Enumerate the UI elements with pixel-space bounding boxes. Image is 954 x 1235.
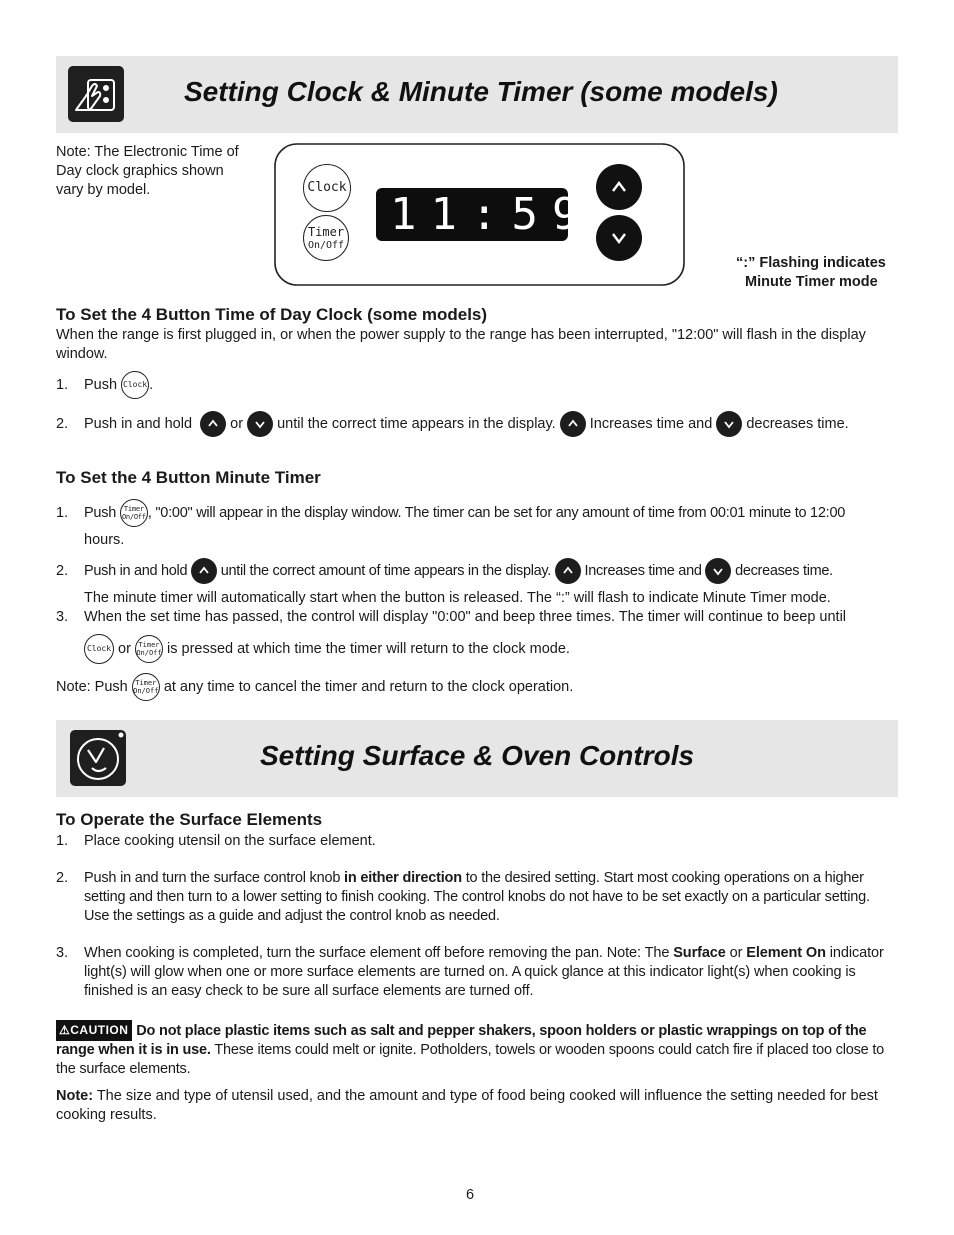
surface-step-3 bbox=[84, 944, 898, 1001]
step-text: Push in and turn the surface control knob bbox=[84, 870, 345, 886]
step-emphasis: in either direction bbox=[344, 870, 462, 886]
hand-pressing-button-icon bbox=[68, 66, 124, 122]
section-banner-clock bbox=[56, 56, 898, 133]
step-text: Increases time and bbox=[589, 416, 713, 432]
timer-step-1-cont: hours. bbox=[84, 532, 125, 548]
page-number: 6 bbox=[466, 1187, 475, 1203]
down-arrow-icon bbox=[247, 411, 273, 437]
timer-button[interactable] bbox=[303, 215, 349, 261]
note-text: Note: Push bbox=[56, 679, 128, 695]
display-note: Note: The Electronic Time of Day clock graphics shown vary by model. bbox=[56, 144, 239, 198]
step-text: or bbox=[230, 416, 244, 432]
up-arrow-icon bbox=[555, 558, 581, 584]
step-text: Push in and hold bbox=[84, 563, 188, 579]
final-note bbox=[56, 1087, 900, 1125]
timer-button-icon: Timer On/Off bbox=[132, 673, 160, 701]
timer-step-3-cont bbox=[84, 634, 570, 664]
caution-paragraph bbox=[56, 1020, 900, 1079]
down-arrow-icon bbox=[705, 558, 731, 584]
step-number: 1. bbox=[56, 377, 69, 393]
surface-step-1: Place cooking utensil on the surface element. bbox=[84, 833, 376, 849]
step-text: until the correct time appears in the display. bbox=[277, 416, 556, 432]
step-text: , "0:00" will appear in the display window. The timer can be set for any amount of time from 00:01 minute to 12:00 bbox=[147, 505, 846, 521]
clock-button-icon: Clock bbox=[84, 634, 114, 664]
caution-text: These items could melt or ignite. Potholders, towels or wooden spoons could catch fire if placed too close to the surface elements. bbox=[56, 1042, 885, 1077]
step-text: indicator light(s) will glow when one or more surface elements are turned on. A quick glance at this indicator light(s) when cooking is finished is an easy check to be sure all surface elements are turned off. bbox=[84, 945, 884, 999]
surface-step-2 bbox=[84, 869, 898, 926]
final-note-text: The size and type of utensil used, and the amount and type of food being cooked will influence the setting needed for best cooking results. bbox=[56, 1088, 878, 1123]
clock-step-1 bbox=[84, 371, 153, 399]
step-emphasis: Element On bbox=[746, 945, 826, 961]
clock-button-label: Clock bbox=[307, 180, 347, 195]
section-banner-controls bbox=[56, 720, 898, 797]
clock-display: 11:59 bbox=[390, 189, 593, 240]
final-note-label: Note: bbox=[56, 1088, 94, 1104]
step-text: is pressed at which time the timer will return to the clock mode. bbox=[167, 640, 570, 657]
clock-section-heading: To Set the 4 Button Time of Day Clock (some models) bbox=[56, 305, 488, 324]
step-text: decreases time. bbox=[735, 563, 833, 579]
step-text: until the correct amount of time appears in the display. bbox=[220, 563, 552, 579]
down-arrow-button[interactable] bbox=[596, 215, 642, 261]
surface-section-heading: To Operate the Surface Elements bbox=[56, 810, 323, 829]
step-number: 2. bbox=[56, 416, 69, 432]
clock-button[interactable] bbox=[303, 164, 351, 212]
step-emphasis: Surface bbox=[673, 945, 726, 961]
timer-step-3: When the set time has passed, the control will display "0:00" and beep three times. The timer will continue to beep until bbox=[84, 609, 847, 625]
timer-step-2-cont: The minute timer will automatically start when the button is released. The “:” will flash to indicate Minute Timer mode. bbox=[84, 590, 831, 606]
section-title: Setting Surface & Oven Controls bbox=[260, 740, 695, 771]
timer-button-icon: Timer On/Off bbox=[120, 499, 148, 527]
step-text: Increases time and bbox=[584, 563, 702, 579]
step-text: or bbox=[118, 640, 131, 657]
down-arrow-icon bbox=[716, 411, 742, 437]
step-text: . bbox=[149, 377, 154, 393]
step-text: to the desired setting. Start most cooking operations on a higher setting and then turn to a lower setting to finish cooking. The control knobs do not have to be set exactly on a particular setting. Use the settings as a guide and adjust the control knob as needed. bbox=[84, 870, 870, 924]
timer-note bbox=[56, 673, 573, 701]
step-number: 2. bbox=[56, 870, 69, 886]
step-number: 1. bbox=[56, 833, 69, 849]
step-number: 3. bbox=[56, 609, 69, 625]
step-text: When cooking is completed, turn the surface element off before removing the pan. Note: The bbox=[84, 945, 674, 961]
timer-step-1 bbox=[84, 499, 845, 527]
caution-bold-text: Do not place plastic items such as salt and pepper shakers, spoon holders or plastic wrappings on top of the range when it is in use. bbox=[56, 1023, 867, 1058]
note-text: at any time to cancel the timer and return to the clock operation. bbox=[163, 679, 574, 695]
timer-section-heading: To Set the 4 Button Minute Timer bbox=[56, 468, 321, 487]
warning-triangle-icon: ⚠ bbox=[59, 1023, 71, 1037]
step-text: Push bbox=[84, 377, 118, 393]
up-arrow-icon bbox=[560, 411, 586, 437]
up-arrow-icon bbox=[191, 558, 217, 584]
up-arrow-icon bbox=[200, 411, 226, 437]
flash-caption-2: Minute Timer mode bbox=[745, 274, 878, 290]
step-number: 1. bbox=[56, 505, 69, 521]
control-panel-illustration bbox=[274, 143, 685, 286]
timer-step-2 bbox=[84, 557, 833, 585]
clock-step-2 bbox=[84, 410, 849, 438]
up-arrow-icon bbox=[596, 164, 642, 210]
up-arrow-button[interactable] bbox=[596, 164, 642, 210]
timer-button-icon: Timer On/Off bbox=[135, 635, 163, 663]
clock-intro: When the range is first plugged in, or when the power supply to the range has been interrupted, "12:00" will flash in the display window. bbox=[56, 327, 866, 362]
caution-badge bbox=[56, 1020, 132, 1041]
step-text: Push in and hold bbox=[84, 416, 193, 432]
caution-label: CAUTION bbox=[70, 1023, 129, 1037]
step-number: 3. bbox=[56, 945, 69, 961]
down-arrow-icon bbox=[596, 215, 642, 261]
timer-button-label: Timer bbox=[307, 225, 345, 239]
step-text: Push bbox=[84, 505, 117, 521]
step-number: 2. bbox=[56, 563, 69, 579]
section-title: Setting Clock & Minute Timer (some models) bbox=[184, 76, 778, 107]
step-text: decreases time. bbox=[746, 416, 849, 432]
timer-button-sublabel: On/Off bbox=[307, 240, 345, 251]
hand-turning-knob-icon bbox=[70, 730, 126, 786]
clock-button-icon: Clock bbox=[121, 371, 149, 399]
step-text: or bbox=[725, 945, 747, 961]
flash-caption-1: “:” Flashing indicates bbox=[736, 255, 886, 271]
